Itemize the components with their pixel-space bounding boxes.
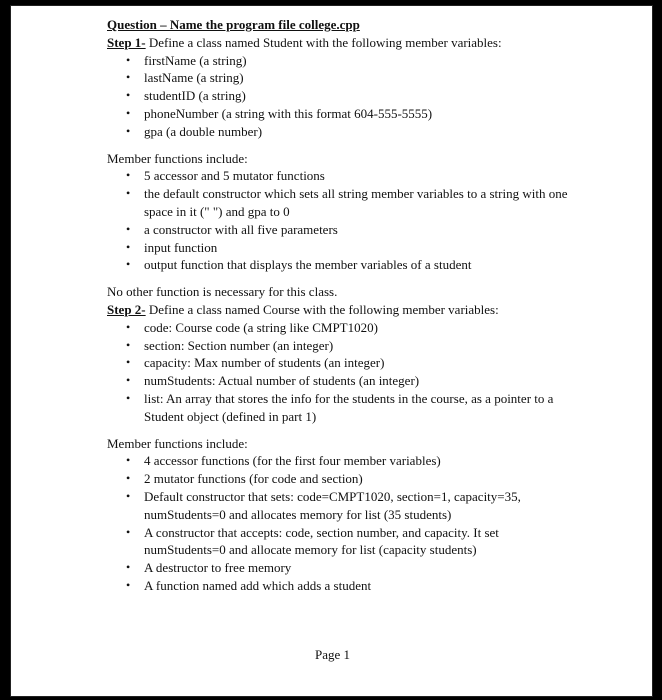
- bullet-icon: •: [126, 524, 131, 539]
- question-title: Question – Name the program file college.cpp: [107, 17, 360, 32]
- list-item: • studentID (a string): [126, 88, 246, 104]
- step2-text: Define a class named Course with the following member variables:: [145, 301, 499, 317]
- step1-function-list: [107, 167, 577, 274]
- list-item: • gpa (a double number): [126, 123, 263, 139]
- page-number: Page 1: [314, 647, 351, 662]
- bullet-icon: •: [126, 221, 131, 236]
- bullet-icon: •: [126, 168, 131, 183]
- list-item: • a constructor with all five parameters: [126, 221, 338, 237]
- list-item: • the default constructor which sets all string member variables to a string with one space in it (" ") and gpa to 0: [126, 186, 568, 219]
- list-item: • A destructor to free memory: [126, 560, 292, 576]
- step2-function-list: [107, 452, 577, 594]
- step2-label: Step 2-: [107, 301, 146, 317]
- step2-variable-list: [107, 319, 577, 426]
- bullet-icon: •: [126, 337, 131, 352]
- bullet-icon: •: [126, 186, 131, 201]
- list-item: • input function: [126, 239, 218, 255]
- bullet-icon: •: [126, 488, 131, 503]
- step1-label: Step 1-: [107, 34, 146, 50]
- bullet-icon: •: [126, 560, 131, 575]
- step2-functions-heading: Member functions include:: [107, 435, 248, 451]
- bullet-icon: •: [126, 390, 131, 405]
- bullet-icon: •: [126, 105, 131, 120]
- document-content: [107, 16, 577, 595]
- list-item: • numStudents: Actual number of students (an integer): [126, 373, 420, 389]
- bullet-icon: •: [126, 577, 131, 592]
- step2-intro: [107, 301, 577, 319]
- bullet-icon: •: [126, 453, 131, 468]
- list-item: • A constructor that accepts: code, section number, and capacity. It set numStudents=0 and allocate memory for list (capacity students): [126, 524, 499, 558]
- list-item: • 2 mutator functions (for code and section): [126, 471, 363, 487]
- step1-text: Define a class named Student with the following member variables:: [145, 34, 502, 50]
- list-item: • 4 accessor functions (for the first four member variables): [126, 453, 441, 469]
- bullet-icon: •: [126, 471, 131, 486]
- list-item: • A function named add which adds a student: [126, 577, 372, 593]
- step1-variable-list: [107, 52, 577, 141]
- bullet-icon: •: [126, 70, 131, 85]
- bullet-icon: •: [126, 373, 131, 388]
- bullet-icon: •: [126, 319, 131, 334]
- step1-note: No other function is necessary for this class.: [107, 284, 338, 300]
- list-item: • firstName (a string): [126, 52, 247, 68]
- step1-functions-heading: Member functions include:: [107, 150, 248, 166]
- list-item: • list: An array that stores the info for the students in the course, as a pointer to a Student object (defined in part 1): [126, 390, 554, 424]
- step1-intro: [107, 34, 577, 52]
- list-item: • output function that displays the member variables of a student: [126, 257, 472, 273]
- bullet-icon: •: [126, 52, 131, 67]
- list-item: • lastName (a string): [126, 70, 244, 86]
- bullet-icon: •: [126, 355, 131, 370]
- bullet-icon: •: [126, 88, 131, 103]
- list-item: • phoneNumber (a string with this format 604-555-5555): [126, 105, 433, 121]
- document-page: [11, 6, 652, 696]
- list-item: • 5 accessor and 5 mutator functions: [126, 168, 325, 184]
- bullet-icon: •: [126, 123, 131, 138]
- bullet-icon: •: [126, 239, 131, 254]
- list-item: • Default constructor that sets: code=CMPT1020, section=1, capacity=35, numStudents=0 and allocates memory for list (35 students): [126, 488, 521, 522]
- list-item: • capacity: Max number of students (an integer): [126, 355, 385, 371]
- list-item: • section: Section number (an integer): [126, 337, 334, 353]
- list-item: • code: Course code (a string like CMPT1020): [126, 319, 378, 335]
- bullet-icon: •: [126, 257, 131, 272]
